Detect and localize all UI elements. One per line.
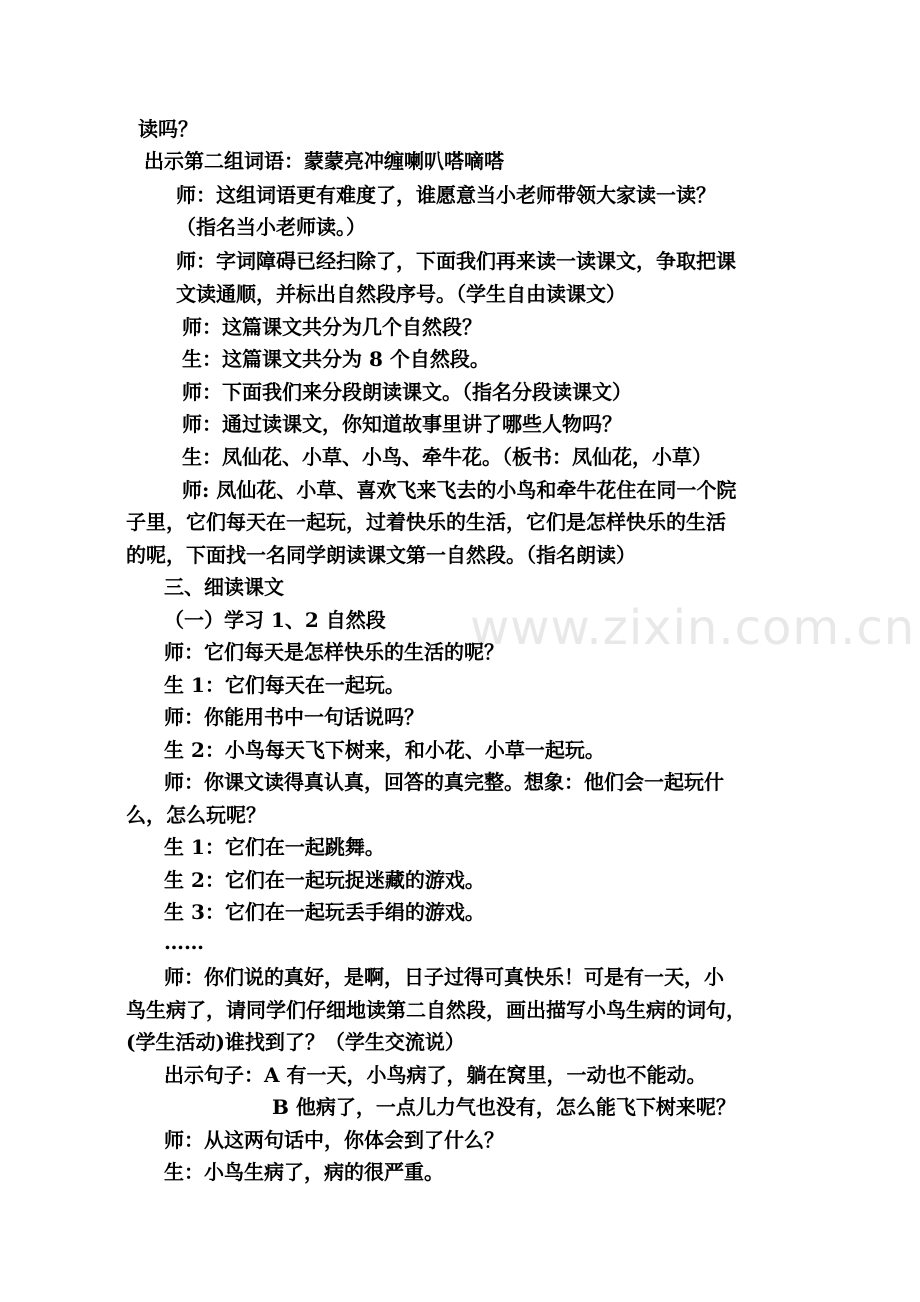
ellipsis: ……: [164, 930, 204, 954]
text-line: 师：下面我们来分段朗读课文。（指名分段读课文）: [182, 380, 632, 404]
text-line: 文读通顺，并标出自然段序号。（学生自由读课文）: [176, 282, 626, 306]
text-line: 生 2：小鸟每天飞下树来，和小花、小草一起玩。: [164, 738, 605, 762]
text-line: 师：从这两句话中，你体会到了什么？: [164, 1128, 504, 1152]
text-line: 生 1：它们在一起跳舞。: [164, 835, 385, 859]
text-line: 生：凤仙花、小草、小鸟、牵牛花。（板书：凤仙花，小草）: [182, 445, 712, 469]
text-line: 师：你能用书中一句话说吗？: [164, 705, 424, 729]
text-line: 读吗？: [138, 117, 198, 141]
section-heading: 三、细读课文: [164, 575, 284, 599]
text-line: 鸟生病了，请同学们仔细地读第二自然段，画出描写小鸟生病的词句，: [126, 998, 746, 1022]
text-line: 师：这组词语更有难度了，谁愿意当小老师带领大家读一读？: [176, 183, 716, 207]
text-line: 师：通过读课文，你知道故事里讲了哪些人物吗？: [182, 412, 622, 436]
text-line: 师：你们说的真好，是啊，日子过得可真快乐！可是有一天，小: [164, 965, 724, 989]
text-line: 师：你课文读得真认真，回答的真完整。想象：他们会一起玩什: [164, 770, 724, 794]
text-line: 师：它们每天是怎样快乐的生活的呢？: [164, 640, 504, 664]
text-line: 生 1：它们每天在一起玩。: [164, 673, 405, 697]
text-line: 出示句子：A 有一天，小鸟病了，躺在窝里，一动也不能动。: [164, 1063, 707, 1087]
text-line: 师: 凤仙花、小草、喜欢飞来飞去的小鸟和牵牛花住在同一个院: [182, 478, 737, 502]
text-line: 师：这篇课文共分为几个自然段？: [182, 315, 482, 339]
text-line: 生 3：它们在一起玩丢手绢的游戏。: [164, 900, 485, 924]
text-line: 么，怎么玩呢？: [126, 803, 266, 827]
text-line: 生：这篇课文共分为 8 个自然段。: [182, 347, 490, 371]
text-line: 生：小鸟生病了，病的很严重。: [164, 1160, 444, 1184]
text-line: 师：字词障碍已经扫除了，下面我们再来读一读课文，争取把课: [176, 249, 736, 273]
watermark: www.zixin.com.cn: [470, 600, 916, 656]
text-line: 生 2：它们在一起玩捉迷藏的游戏。: [164, 868, 485, 892]
text-line: (学生活动)谁找到了？（学生交流说）: [126, 1030, 465, 1054]
text-line: 的呢，下面找一名同学朗读课文第一自然段。（指名朗读）: [126, 543, 636, 567]
subsection-heading: （一）学习 1、2 自然段: [164, 608, 386, 632]
text-line: B 他病了，一点儿力气也没有，怎么能飞下树来呢？: [272, 1095, 736, 1119]
text-line: 出示第二组词语：蒙蒙亮冲缠喇叭嗒嘀嗒: [144, 149, 504, 173]
text-line: 子里，它们每天在一起玩，过着快乐的生活，它们是怎样快乐的生活: [126, 510, 726, 534]
text-line: （指名当小老师读。）: [176, 215, 366, 239]
